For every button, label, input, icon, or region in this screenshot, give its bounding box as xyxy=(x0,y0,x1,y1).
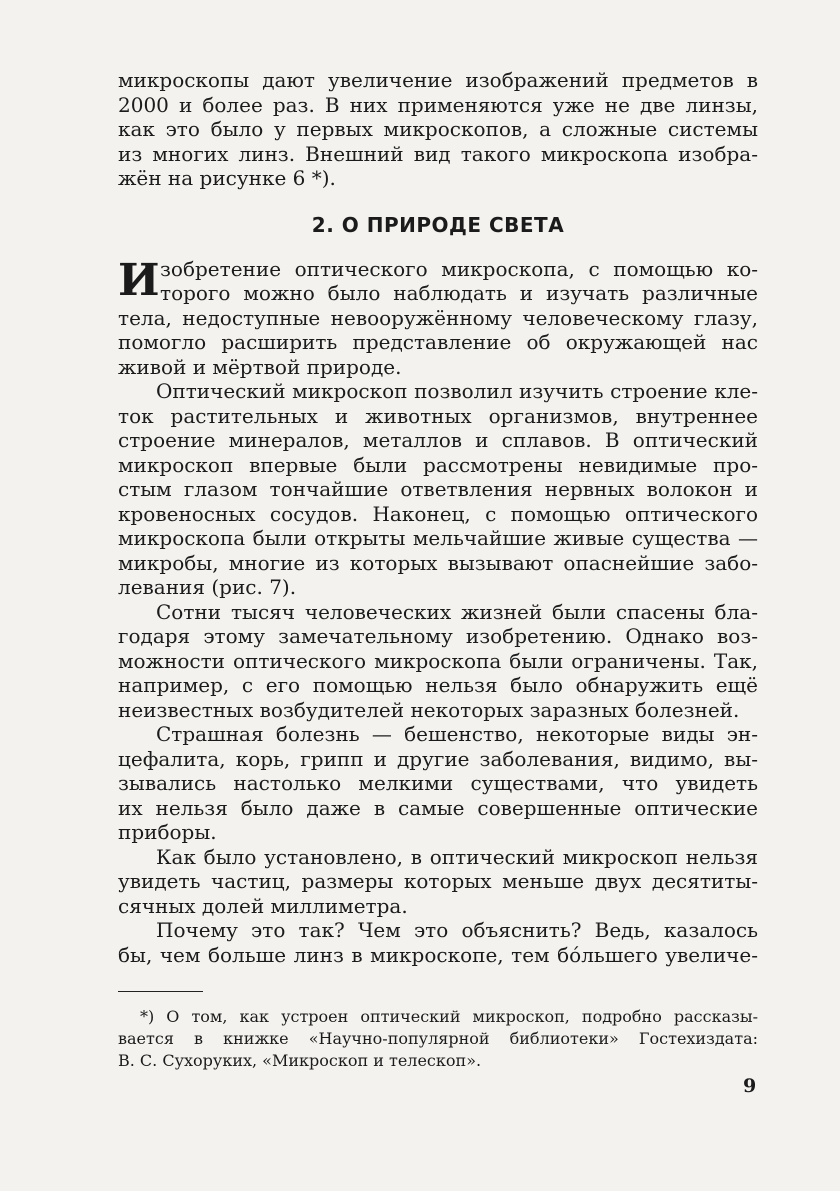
text-line: левания (рис. 7). xyxy=(118,575,297,599)
text-line: 2000 и более раз. В них применяются уже не две линзы, xyxy=(118,92,758,117)
footnote-line: В. С. Сухоруких, «Микроскоп и телескоп». xyxy=(118,1051,482,1070)
text-line: торого можно было наблюдать и изучать различные xyxy=(160,281,758,305)
text-line-content: зобретение оптического микроскопа, с помощью ко- xyxy=(160,256,758,281)
text-line: живой и мёртвой природе. xyxy=(118,354,402,379)
text-line: увидеть частиц, размеры которых меньше двух десятиты- xyxy=(118,869,758,893)
text-line: кровеносных сосудов. Наконец, с помощью оптического xyxy=(118,501,758,526)
text-line: микроскоп впервые были рассмотрены невидимые про- xyxy=(118,452,758,477)
text-line: сячных долей миллиметра. xyxy=(118,893,408,918)
text-line: строение минералов, металлов и сплавов. В оптический xyxy=(118,428,758,452)
text-line: Оптический микроскоп позволил изучить строение кле- xyxy=(156,379,758,403)
footnote xyxy=(118,1006,758,1072)
text-line: из многих линз. Внешний вид такого микроскопа изобра- xyxy=(118,141,758,166)
text-line: бы, чем больше линз в микроскопе, тем бóльшего увеличе- xyxy=(118,942,758,967)
text-line: неизвестных возбудителей некоторых заразных болезней. xyxy=(118,697,740,722)
text-line: стым глазом тончайшие ответвления нервных волокон и xyxy=(118,477,758,501)
intro-paragraph xyxy=(118,68,758,191)
text-line: ток растительных и животных организмов, внутреннее xyxy=(118,403,758,428)
text-line: микробы, многие из которых вызывают опаснейшие забо- xyxy=(118,550,758,575)
footnote-line: *) О том, как устроен оптический микроскоп, подробно рассказы- xyxy=(140,1007,758,1026)
footnote-divider xyxy=(118,991,203,992)
text-line: тела, недоступные невооружённому человеческому глазу, xyxy=(118,305,758,330)
section-heading: 2. О ПРИРОДЕ СВЕТА xyxy=(311,212,565,237)
paragraph-1 xyxy=(118,254,758,380)
text-line: микроскопы дают увеличение изображений предметов в xyxy=(118,68,758,92)
text-line: можности оптического микроскопа были ограничены. Так, xyxy=(118,648,758,673)
text-line: Страшная болезнь — бешенство, некоторые виды эн- xyxy=(156,722,758,746)
text-line: микроскопа были открыты мельчайшие живые существа — xyxy=(118,526,758,550)
text-line: как это было у первых микроскопов, а сложные системы xyxy=(118,117,758,141)
text-line: их нельзя было даже в самые совершенные оптические xyxy=(118,795,758,820)
footnote-line: вается в книжке «Научно-популярной библиотеки» Гостехиздата: xyxy=(118,1029,758,1048)
paragraph-2 xyxy=(118,379,758,600)
text-line: например, с его помощью нельзя было обнаружить ещё xyxy=(118,673,758,697)
text-line: цефалита, корь, грипп и другие заболевания, видимо, вы- xyxy=(118,746,758,771)
text-line: годаря этому замечательному изобретению. Однако воз- xyxy=(118,624,758,648)
page-number: 9 xyxy=(743,1075,757,1097)
page-body xyxy=(118,68,758,1072)
drop-cap: И xyxy=(118,254,160,306)
paragraph-5 xyxy=(118,845,758,919)
text-line: Почему это так? Чем это объяснить? Ведь, казалось xyxy=(156,918,758,942)
paragraph-3 xyxy=(118,600,758,723)
paragraph-4 xyxy=(118,722,758,845)
text-line: Сотни тысяч человеческих жизней были спасены бла- xyxy=(156,599,758,624)
text-line: Как было установлено, в оптический микроскоп нельзя xyxy=(156,844,758,869)
paragraph-6 xyxy=(118,918,758,967)
text-line: приборы. xyxy=(118,820,217,844)
text-line: жён на рисунке 6 *). xyxy=(118,166,336,190)
text-line: помогло расширить представление об окружающей нас xyxy=(118,330,758,354)
text-line: зывались настолько мелкими существами, что увидеть xyxy=(118,771,758,795)
